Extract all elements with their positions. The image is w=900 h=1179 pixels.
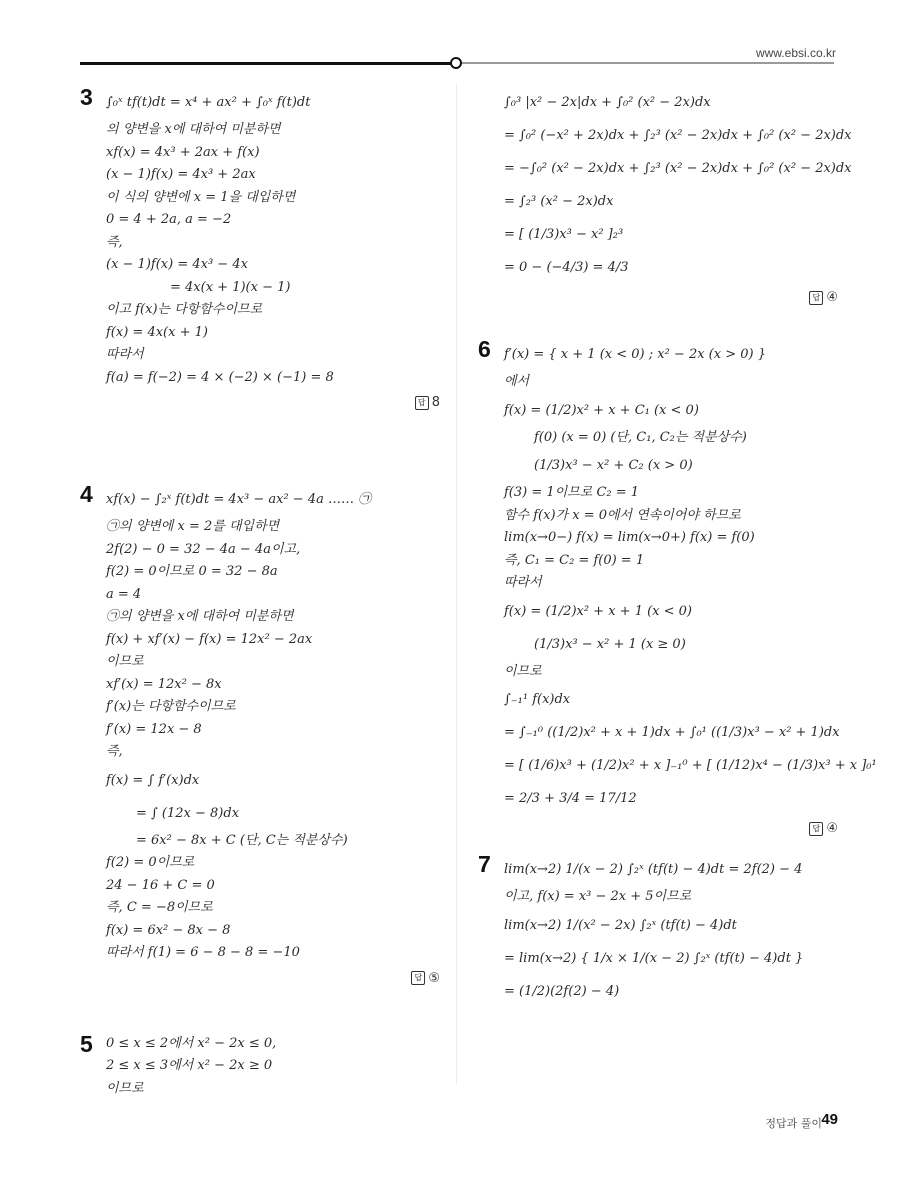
- solution-line: lim(x→0−) f(x) = lim(x→0+) f(x) = f(0): [504, 530, 755, 545]
- solution-line: = ∫₋₁⁰ ((1/2)x² + x + 1)dx + ∫₀¹ ((1/3)x³ − x² + 1)dx: [504, 725, 840, 740]
- solution-line: lim(x→2) 1/(x − 2) ∫₂ˣ (tf(t) − 4)dt = 2f(2) − 4: [504, 862, 803, 877]
- solution-line: (x − 1)f(x) = 4x³ + 2ax: [106, 167, 256, 182]
- problem-number: 7: [478, 851, 491, 877]
- page-number: 49: [821, 1111, 838, 1128]
- header-rule-right: [462, 62, 834, 64]
- answer-mark: [504, 286, 838, 310]
- solution-line: 따라서: [504, 575, 542, 590]
- solution-line: f(x) = ∫ f′(x)dx: [106, 772, 200, 788]
- problem-3: [80, 86, 440, 415]
- problem-number: 4: [80, 481, 93, 507]
- answer-icon: 답: [809, 822, 823, 836]
- solution-line: xf(x) − ∫₂ˣ f(t)dt = 4x³ − ax² − 4a …… ㉠: [106, 492, 372, 507]
- site-url[interactable]: www.ebsi.co.kr: [755, 46, 836, 60]
- solution-line: 즉,: [106, 234, 123, 250]
- solution-line: = lim(x→2) { 1/x × 1/(x − 2) ∫₂ˣ (tf(t) − 4)dt }: [504, 950, 804, 966]
- solution-line: 이므로: [106, 654, 144, 669]
- solution-line: = 0 − (−4/3) = 4/3: [504, 260, 629, 275]
- problem-4: [80, 483, 440, 991]
- solution-line: = [ (1/3)x³ − x² ]₂³: [504, 227, 624, 242]
- solution-line: f(0) (x = 0) (단, C₁, C₂는 적분상수): [534, 429, 747, 445]
- solution-line: = [ (1/6)x³ + (1/2)x² + x ]₋₁⁰ + [ (1/12)x⁴ − (1/3)x³ + x ]₀¹: [504, 758, 877, 773]
- solution-line: ㉠의 양변에 x = 2를 대입하면: [106, 519, 280, 534]
- solution-line: (1/3)x³ − x² + 1 (x ≥ 0): [534, 636, 686, 652]
- solution-line: = ∫₀² (−x² + 2x)dx + ∫₂³ (x² − 2x)dx + ∫₀² (x² − 2x)dx: [504, 128, 852, 143]
- solution-line: f′(x)는 다항함수이므로: [106, 699, 236, 714]
- solution-line: f(2) = 0이므로 0 = 32 − 8a: [106, 564, 278, 579]
- solution-line: f(x) + xf′(x) − f(x) = 12x² − 2ax: [106, 631, 313, 647]
- solution-line: f(x) = 4x(x + 1): [106, 324, 208, 340]
- solution-line: 이고, f(x) = x³ − 2x + 5이므로: [504, 889, 692, 904]
- solution-line: 즉,: [106, 744, 123, 759]
- solution-line: a = 4: [106, 586, 142, 602]
- solution-line: = ∫ (12x − 8)dx: [136, 805, 240, 821]
- solution-line: 24 − 16 + C = 0: [106, 877, 215, 893]
- solution-line: ㉠의 양변을 x에 대하여 미분하면: [106, 609, 294, 624]
- solution-line: 2f(2) − 0 = 32 − 4a − 4a이고,: [106, 541, 301, 557]
- left-column: [80, 86, 440, 1100]
- problem-6: [478, 336, 877, 841]
- solution-line: 이므로: [106, 1080, 144, 1096]
- solution-line: f(2) = 0이므로: [106, 855, 195, 870]
- footer-label: 정답과 풀이: [765, 1117, 822, 1130]
- answer-icon: 답: [411, 971, 425, 985]
- problem-number: 5: [80, 1030, 93, 1057]
- solution-line: = 4x(x + 1)(x − 1): [170, 279, 291, 295]
- solution-line: 2 ≤ x ≤ 3에서 x² − 2x ≥ 0: [106, 1058, 273, 1073]
- solution-line: 의 양변을 x에 대하여 미분하면: [106, 122, 281, 137]
- solution-line: = ∫₂³ (x² − 2x)dx: [504, 194, 614, 209]
- solution-line: 따라서 f(1) = 6 − 8 − 8 = −10: [106, 945, 300, 960]
- solution-line: f(x) = 6x² − 8x − 8: [106, 922, 231, 938]
- answer-icon: 답: [415, 396, 429, 410]
- solution-line: (x − 1)f(x) = 4x³ − 4x: [106, 257, 248, 272]
- solution-line: f(x) = (1/2)x² + x + C₁ (x < 0): [504, 402, 699, 418]
- problem-5: [80, 1030, 440, 1101]
- solution-line: 이므로: [504, 663, 542, 679]
- solution-line: 즉, C₁ = C₂ = f(0) = 1: [504, 552, 645, 568]
- solution-line: 따라서: [106, 347, 144, 362]
- solution-line: = (1/2)(2f(2) − 4): [504, 983, 620, 999]
- solution-line: 이고 f(x)는 다항함수이므로: [106, 302, 263, 317]
- solution-line: xf(x) = 4x³ + 2ax + f(x): [106, 144, 260, 160]
- solution-line: 이 식의 양변에 x = 1을 대입하면: [106, 189, 296, 205]
- solution-line: f(3) = 1이므로 C₂ = 1: [504, 485, 640, 500]
- solution-line: 즉, C = −8이므로: [106, 900, 213, 915]
- solution-line: f(x) = (1/2)x² + x + 1 (x < 0): [504, 603, 693, 619]
- answer-mark: [106, 391, 440, 415]
- answer-value: ④: [826, 290, 838, 305]
- header-rule-dot: [450, 57, 462, 69]
- solution-line: xf′(x) = 12x² − 8x: [106, 676, 222, 692]
- solution-line: ∫₀ˣ tf(t)dt = x⁴ + ax² + ∫₀ˣ f(t)dt: [106, 95, 311, 110]
- problem-number: 3: [80, 84, 93, 110]
- answer-value: ④: [826, 821, 838, 836]
- solution-line: f′(x) = 12x − 8: [106, 721, 202, 737]
- solution-line: 함수 f(x)가 x = 0에서 연속이어야 하므로: [504, 507, 741, 523]
- right-column: [478, 86, 877, 1008]
- solution-line: = 2/3 + 3/4 = 17/12: [504, 791, 637, 806]
- solution-line: f′(x) = { x + 1 (x < 0) ; x² − 2x (x > 0) }: [504, 347, 766, 362]
- solution-line: = −∫₀² (x² − 2x)dx + ∫₂³ (x² − 2x)dx + ∫₀² (x² − 2x)dx: [504, 161, 852, 176]
- answer-value: ⑤: [428, 970, 440, 986]
- problem-number: 6: [478, 336, 491, 362]
- answer-mark: [106, 967, 440, 991]
- problem-7: [478, 853, 838, 1008]
- answer-mark: [504, 817, 838, 841]
- solution-line: ∫₀³ |x² − 2x|dx + ∫₀² (x² − 2x)dx: [504, 95, 711, 110]
- answer-value: 8: [431, 395, 440, 410]
- solution-line: 0 = 4 + 2a, a = −2: [106, 212, 232, 227]
- header-rule-left: [80, 62, 452, 65]
- solution-line: 0 ≤ x ≤ 2에서 x² − 2x ≤ 0,: [106, 1035, 277, 1051]
- solution-line: lim(x→2) 1/(x² − 2x) ∫₂ˣ (tf(t) − 4)dt: [504, 917, 737, 933]
- solution-line: ∫₋₁¹ f(x)dx: [504, 692, 571, 707]
- solution-line: 에서: [504, 374, 530, 389]
- solution-line: f(a) = f(−2) = 4 × (−2) × (−1) = 8: [106, 369, 334, 385]
- answer-icon: 답: [809, 291, 823, 305]
- problem-5-continued: [478, 86, 852, 310]
- solution-line: = 6x² − 8x + C (단, C는 적분상수): [136, 832, 348, 848]
- column-divider: [456, 84, 457, 1084]
- solution-line: (1/3)x³ − x² + C₂ (x > 0): [534, 458, 693, 473]
